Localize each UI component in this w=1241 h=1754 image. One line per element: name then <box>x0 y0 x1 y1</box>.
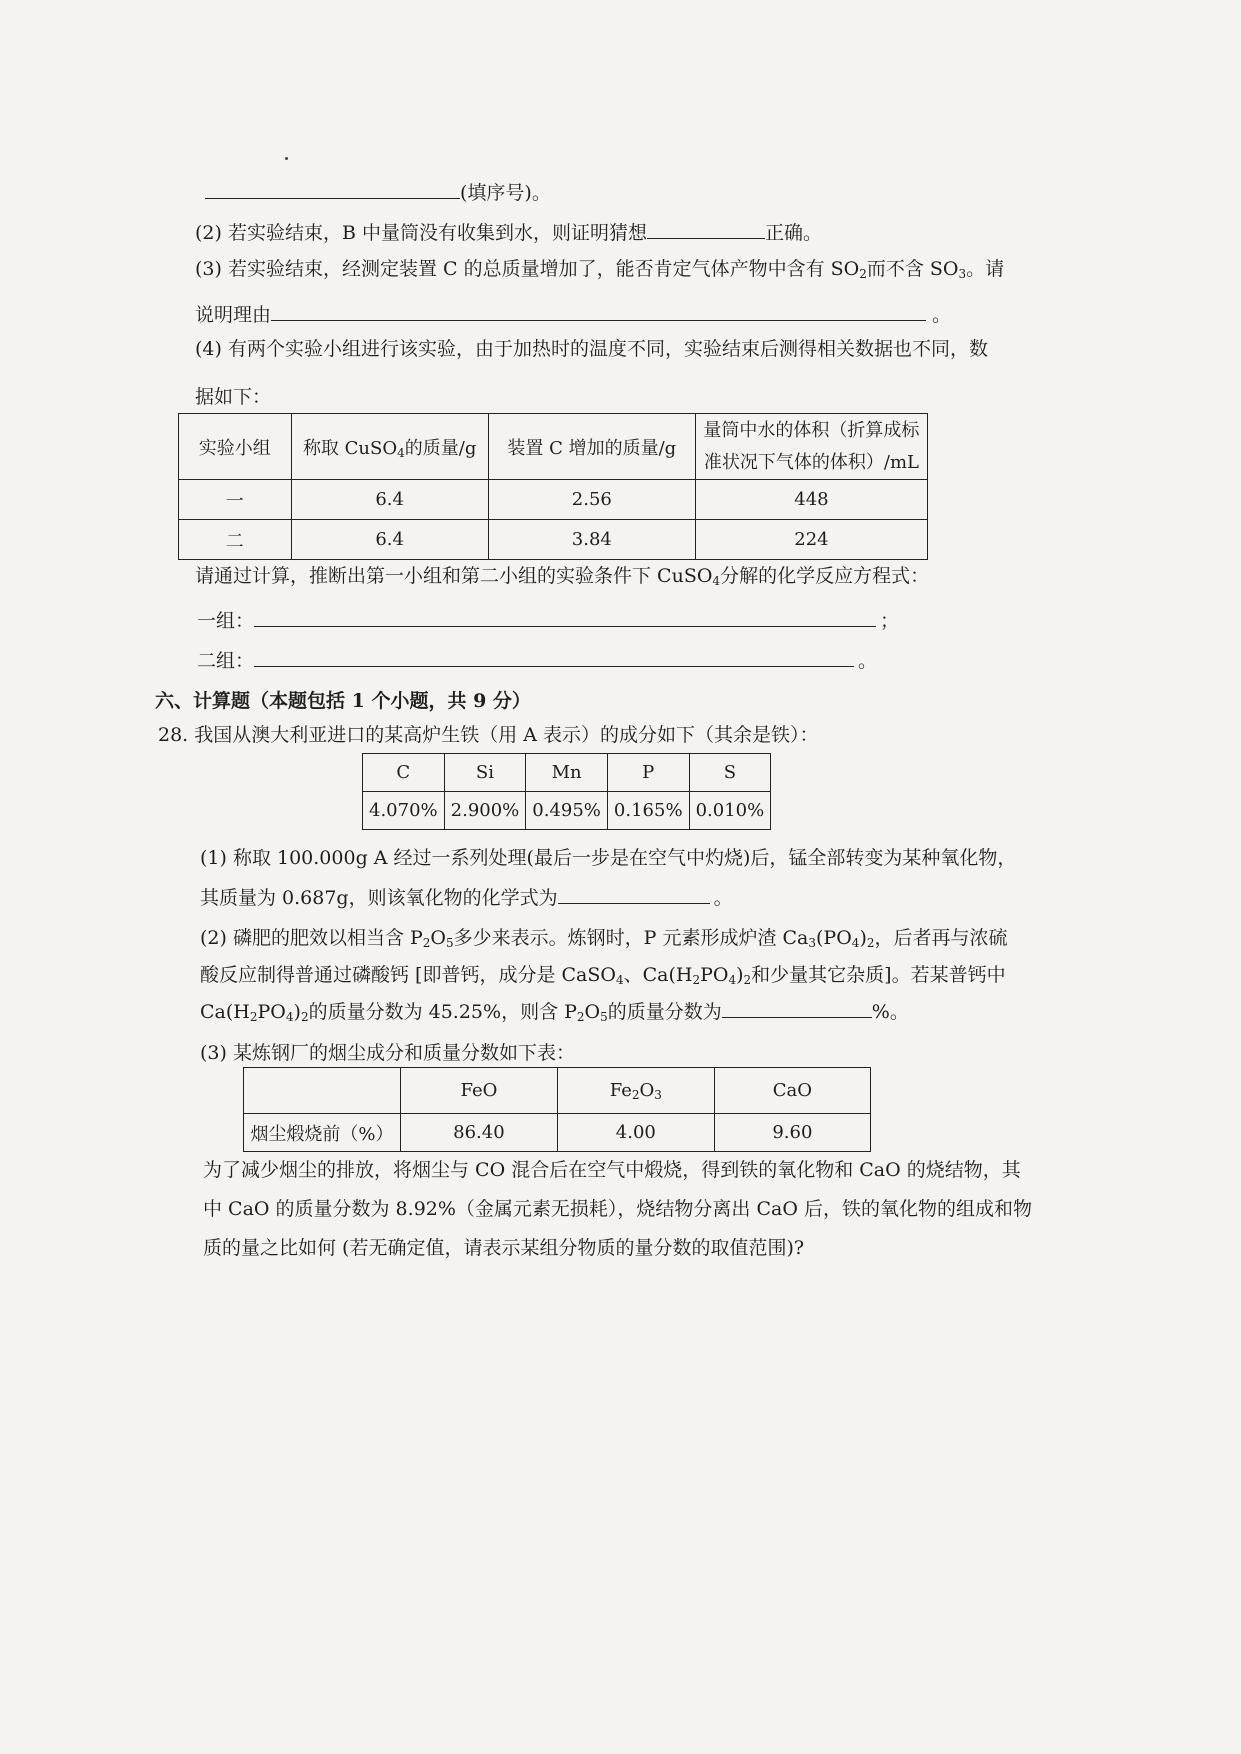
table-row: 烟尘煅烧前（%） 86.40 4.00 9.60 <box>244 1114 871 1152</box>
col-header-mass: 称取 CuSO$_4$的质量/g <box>291 414 488 480</box>
table-row: 一 6.4 2.56 448 <box>179 480 928 520</box>
question-4-cont: 据如下： <box>195 386 272 408</box>
speck <box>285 157 288 160</box>
section-heading: 六、计算题（本题包括 1 个小题，共 9 分） <box>155 690 531 712</box>
blank-suffix: (填序号)。 <box>460 182 551 204</box>
sub-question-1-cont: 其质量为 0.687g，则该氧化物的化学式为 。 <box>200 887 733 909</box>
fill-blank-line <box>205 180 551 206</box>
sub-question-2-end: $Ca(H_2PO_4)_2$的质量分数为 45.25%，则含 $P_2O_5$的质量分数为 %。 <box>200 1001 909 1024</box>
answer-blank[interactable] <box>205 180 460 199</box>
table-row: 4.070% 2.900% 0.495% 0.165% 0.010% <box>363 792 771 830</box>
question-4: (4) 有两个实验小组进行该实验，由于加热时的温度不同，实验结束后测得相关数据也不同，数 <box>195 338 988 360</box>
table-row: 二 6.4 3.84 224 <box>179 520 928 560</box>
sub-question-3-body: 为了减少烟尘的排放，将烟尘与 CO 混合后在空气中煅烧，得到铁的氧化物和 CaO 的烧结物，其 <box>203 1159 1021 1181</box>
question-3-reason: 说明理由 。 <box>195 304 952 326</box>
col-header-group: 实验小组 <box>179 414 292 480</box>
group-1-equation: 一组： ； <box>197 610 900 632</box>
col-header-volume: 量筒中水的体积（折算成标 准状况下气体的体积）/mL <box>695 414 927 480</box>
sub-question-2-cont: 酸反应制得普通过磷酸钙 [即普钙，成分是 CaSO$_4$、$Ca(H_2PO_4)_2$和少量其它杂质]。若某普钙中 <box>200 964 1006 987</box>
sub-question-3-body: 中 CaO 的质量分数为 8.92%（金属元素无损耗），烧结物分离出 CaO 后，铁的氧化物的组成和物 <box>203 1198 1032 1220</box>
sub-question-1: (1) 称取 100.000g A 经过一系列处理(最后一步是在空气中灼烧)后，锰全部转变为某种氧化物， <box>200 847 1017 869</box>
question-28: 28. 我国从澳大利亚进口的某高炉生铁（用 A 表示）的成分如下（其余是铁）： <box>158 724 819 746</box>
calc-instruction: 请通过计算，推断出第一小组和第二小组的实验条件下 CuSO$_4$分解的化学反应方程式： <box>195 565 930 588</box>
answer-blank[interactable] <box>558 885 710 904</box>
answer-blank[interactable] <box>254 648 854 667</box>
sub-question-2: (2) 磷肥的肥效以相当含 $P_2O_5$多少来表示。炼钢时，P 元素形成炉渣 $Ca_3(PO_4)_2$，后者再与浓硫 <box>200 927 1008 950</box>
composition-table: C Si Mn P S 4.070% 2.900% 0.495% 0.165% 0.010% <box>362 753 771 830</box>
answer-blank[interactable] <box>722 999 872 1018</box>
group-2-equation: 二组： 。 <box>197 650 878 672</box>
col-header-c-mass: 装置 C 增加的质量/g <box>488 414 695 480</box>
answer-blank[interactable] <box>271 302 926 321</box>
sub-question-3-body: 质的量之比如何 (若无确定值，请表示某组分物质的量分数的取值范围)? <box>203 1237 805 1259</box>
answer-blank[interactable] <box>254 608 876 627</box>
sub-question-3: (3) 某炼钢厂的烟尘成分和质量分数如下表： <box>200 1042 575 1064</box>
experiment-table <box>178 413 928 560</box>
question-2: (2) 若实验结束，B 中量筒没有收集到水，则证明猜想 正确。 <box>195 222 822 244</box>
dust-table: FeO $Fe_2O_3$ CaO 烟尘煅烧前（%） 86.40 4.00 9.60 <box>243 1067 871 1152</box>
answer-blank[interactable] <box>647 220 765 239</box>
question-3: (3) 若实验结束，经测定装置 C 的总质量增加了，能否肯定气体产物中含有 $SO_2$而不含 $SO_3$。请 <box>195 258 1005 281</box>
